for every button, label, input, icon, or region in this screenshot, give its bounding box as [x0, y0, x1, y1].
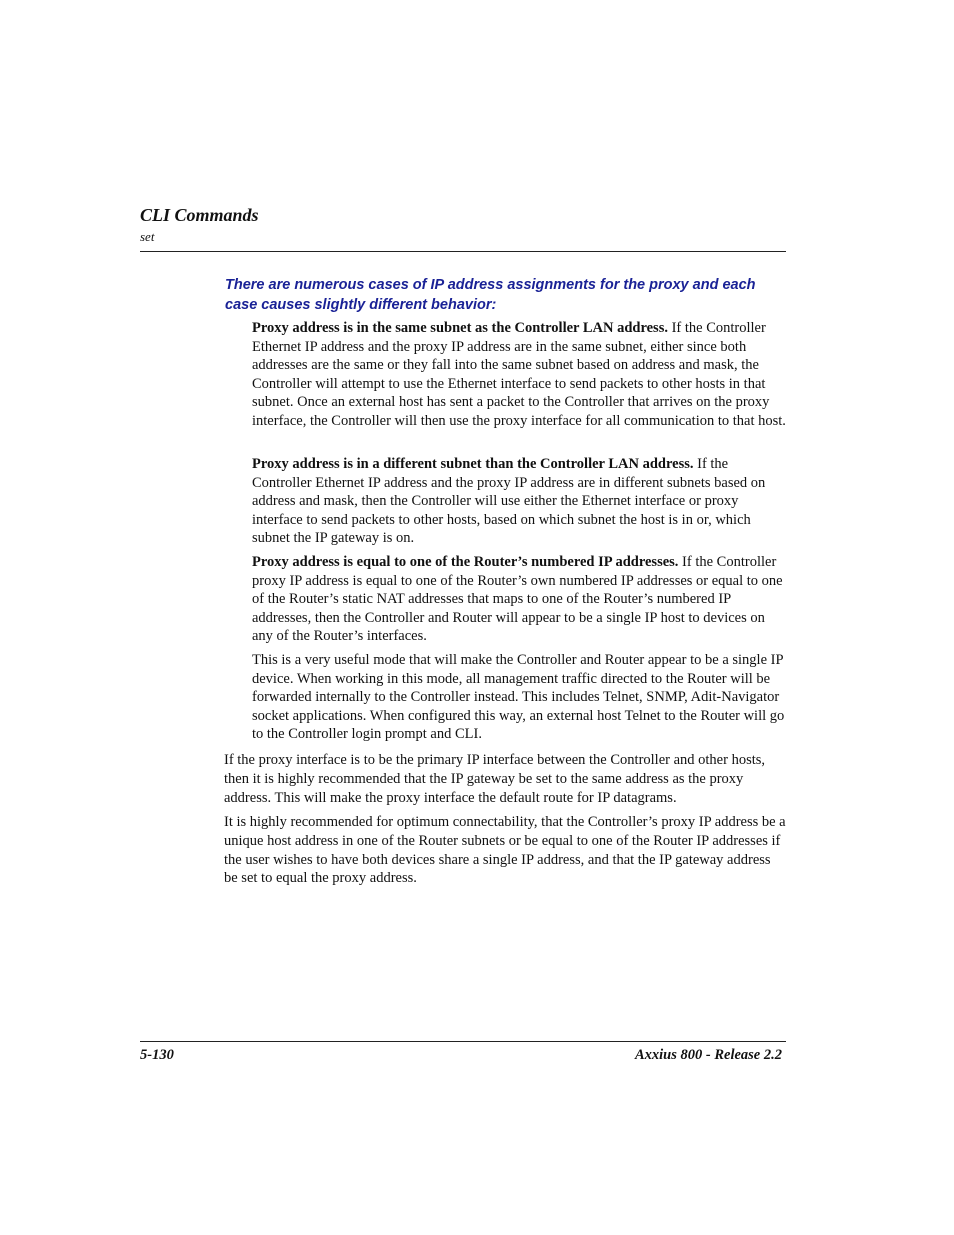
case-lead: Proxy address is equal to one of the Router’s numbered IP addresses. [252, 554, 679, 570]
case-lead: Proxy address is in a different subnet than the Controller LAN address. [252, 456, 694, 472]
case-different-subnet [252, 455, 786, 548]
case-lead: Proxy address is in the same subnet as the Controller LAN address. [252, 320, 668, 336]
page-number: 5-130 [140, 1047, 174, 1063]
section-intro: There are numerous cases of IP address assignments for the proxy and each case causes slightly different behavior: [225, 277, 756, 313]
mode-note: This is a very useful mode that will make the Controller and Router appear to be a single IP device. When working in this mode, all management traffic directed to the Router will be forwarded internally to the Controller instead. This includes Telnet, SNMP, Adit-Navigator socket applications. When configured this way, an external host Telnet to the Router will go to the Controller login prompt and CLI. [252, 652, 785, 743]
paragraph-gateway: If the proxy interface is to be the primary IP interface between the Controller and other hosts, then it is highly recommended that the IP gateway be set to the same address as the proxy address. This will make the proxy interface the default route for IP datagrams. [224, 752, 766, 806]
paragraph-recommendation: It is highly recommended for optimum connectability, that the Controller’s proxy IP address be a unique host address in one of the Router subnets or be equal to one of the Router IP addresses if the user wishes to have both devices share a single IP address, and that the IP gateway address be set to equal the proxy address. [224, 814, 786, 887]
page-header-subtitle: set [140, 229, 155, 244]
case-text: If the Controller proxy IP address is equal to one of the Router’s own numbered IP addresses or equal to one of the Router’s static NAT addresses that maps to one of the Router’s numbered IP addresses, then the Controller and Router will appear to be a single IP host to devices on any of the Router’s interfaces. [252, 554, 783, 645]
case-router-address [252, 553, 786, 646]
case-text: If the Controller Ethernet IP address and the proxy IP address are in different subnets based on address and mask, then the Controller will use either the Ethernet interface or proxy interface to send packets to other hosts, based on which subnet the host is in or, which subnet the IP gateway is on. [252, 456, 766, 547]
header-rule [140, 251, 786, 252]
product-release: Axxius 800 - Release 2.2 [634, 1047, 782, 1063]
case-text: If the Controller Ethernet IP address and the proxy IP address are in the same subnet, either since both addresses are the same or they fall into the same subnet based on address and mask, the Controller will attempt to use the Ethernet interface to send packets to other hosts in that subnet. Once an external host has sent a packet to the Controller that arrives on the proxy interface, the Controller will then use the proxy interface for all communication to that host. [252, 320, 786, 429]
case-same-subnet [252, 319, 786, 431]
page-header-title: CLI Commands [140, 205, 259, 225]
footer-rule [140, 1041, 786, 1042]
